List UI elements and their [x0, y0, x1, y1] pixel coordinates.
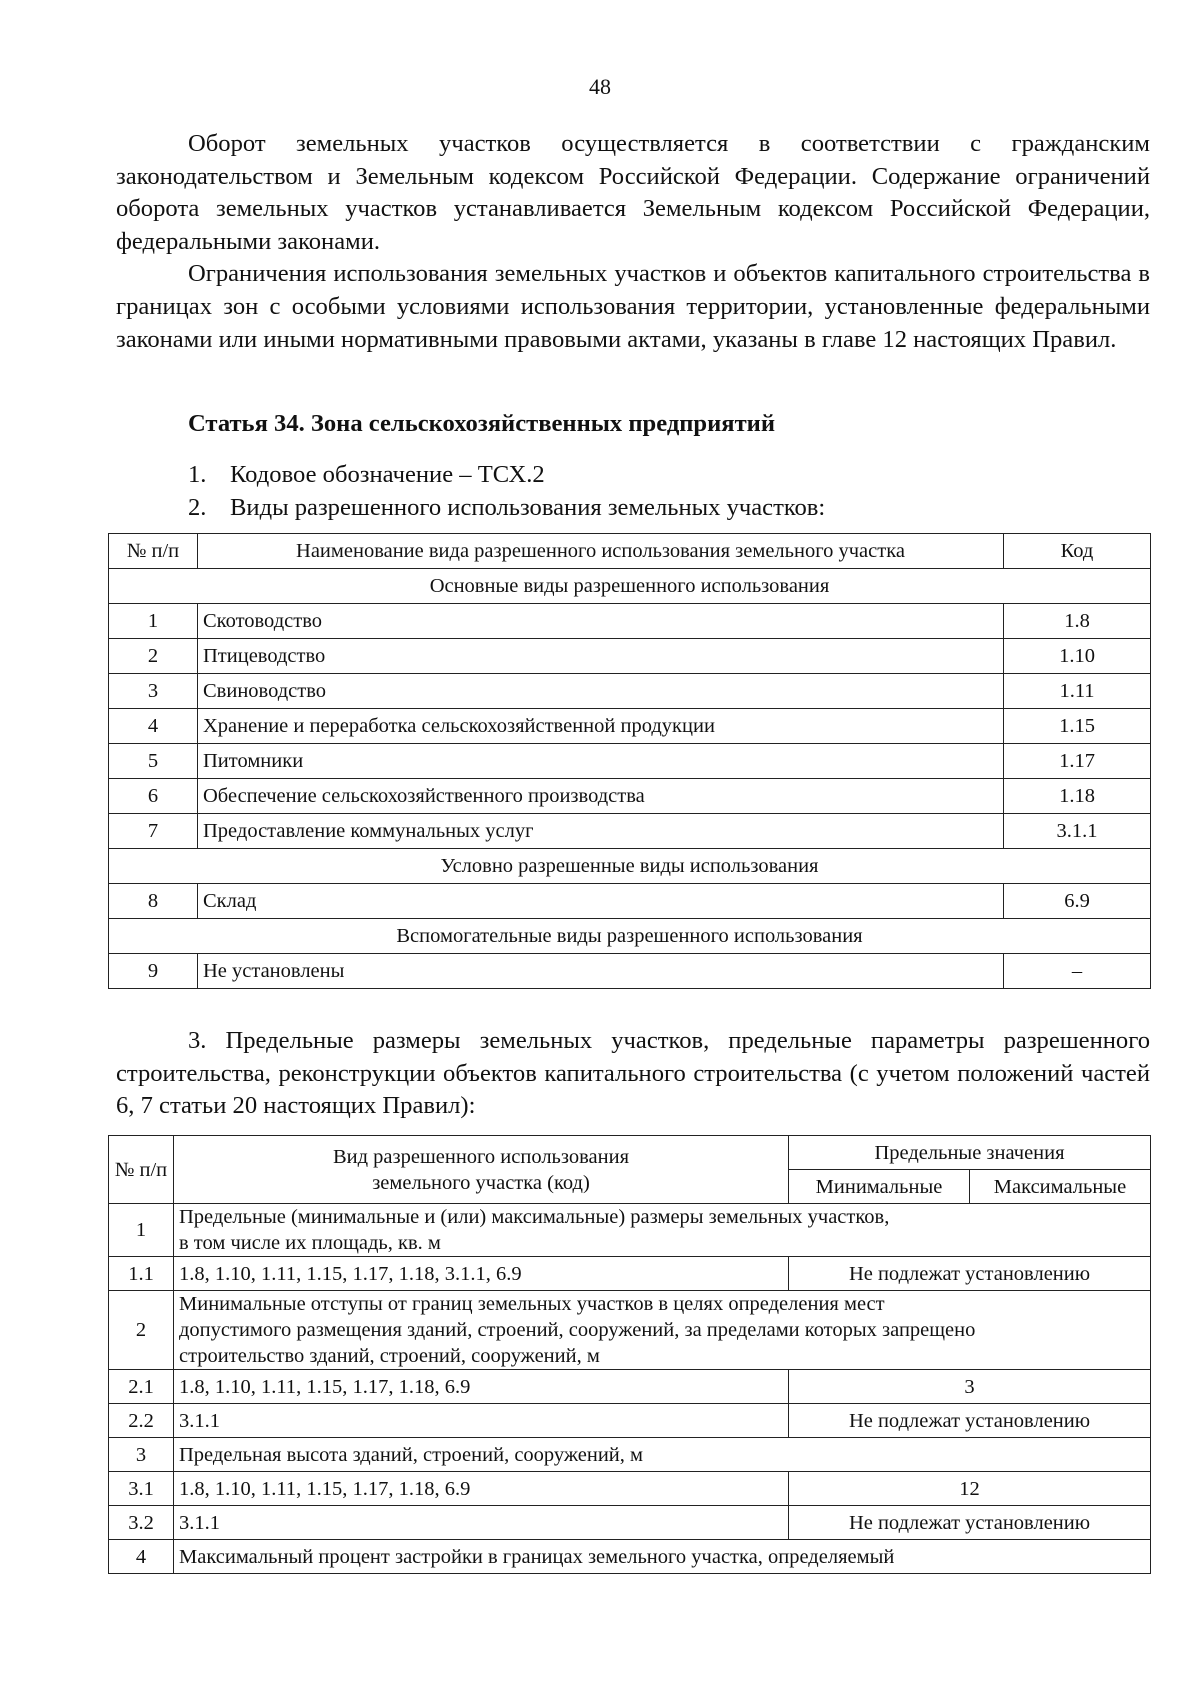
section-row [109, 569, 1151, 604]
header-number: № п/п [109, 534, 198, 569]
table-row [109, 1257, 1151, 1291]
table-row [109, 1540, 1151, 1574]
table-row [109, 1204, 1151, 1257]
row-number: 3.2 [109, 1506, 174, 1540]
row-codes: 3.1.1 [174, 1506, 789, 1540]
limits-intro-text [116, 1025, 1150, 1123]
table-row [109, 674, 1151, 709]
row-number: 1.1 [109, 1257, 174, 1291]
row-name: Свиноводство [198, 674, 1004, 709]
table-row [109, 779, 1151, 814]
table-row [109, 884, 1151, 919]
header-limits: Предельные значения [789, 1136, 1151, 1170]
table-row [109, 709, 1151, 744]
table-header-row [109, 534, 1151, 569]
row-code: 1.17 [1004, 744, 1151, 779]
row-code: 1.15 [1004, 709, 1151, 744]
row-code: 1.10 [1004, 639, 1151, 674]
row-description-line: Минимальные отступы от границ земельных участков в целях определения мест [179, 1293, 885, 1315]
article-title: Статья 34. Зона сельскохозяйственных предприятий [188, 410, 776, 437]
row-value: 12 [789, 1472, 1151, 1506]
row-code: 1.8 [1004, 604, 1151, 639]
section-auxiliary-title: Вспомогательные виды разрешенного использования [109, 919, 1151, 954]
section-conditional-title: Условно разрешенные виды использования [109, 849, 1151, 884]
row-number: 2.1 [109, 1370, 174, 1404]
row-description-line: Предельные (минимальные и (или) максимальные) размеры земельных участков, [179, 1206, 890, 1228]
row-name: Птицеводство [198, 639, 1004, 674]
row-description: Максимальный процент застройки в границах земельного участка, определяемый [174, 1540, 1151, 1574]
table-row [109, 1291, 1151, 1370]
table-row [109, 1370, 1151, 1404]
header-max: Максимальные [970, 1170, 1151, 1204]
row-code: 3.1.1 [1004, 814, 1151, 849]
row-number: 9 [109, 954, 198, 989]
row-name: Обеспечение сельскохозяйственного производства [198, 779, 1004, 814]
row-number: 3 [109, 1438, 174, 1472]
row-number: 3 [109, 674, 198, 709]
header-type [174, 1136, 789, 1204]
header-name: Наименование вида разрешенного использования земельного участка [198, 534, 1004, 569]
row-name: Питомники [198, 744, 1004, 779]
row-description [174, 1291, 1151, 1370]
list-item-number: 2. [188, 494, 207, 521]
row-code: 1.11 [1004, 674, 1151, 709]
row-number: 3.1 [109, 1472, 174, 1506]
limits-paragraph: 3. Предельные размеры земельных участков, предельные параметры разрешенного строительства, реконструкции объектов капитального строительства (с учетом положений частей 6, 7 статьи 20 настоящих Правил): [116, 1027, 1150, 1120]
list-item-text: Виды разрешенного использования земельных участков: [230, 494, 826, 521]
row-description-line: в том числе их площадь, кв. м [179, 1232, 441, 1254]
table-row [109, 1506, 1151, 1540]
list-item [188, 491, 825, 524]
section-row [109, 919, 1151, 954]
row-number: 2.2 [109, 1404, 174, 1438]
row-value: Не подлежат установлению [789, 1257, 1151, 1291]
section-main-title: Основные виды разрешенного использования [109, 569, 1151, 604]
row-code: 1.18 [1004, 779, 1151, 814]
row-number: 1 [109, 604, 198, 639]
table-row [109, 814, 1151, 849]
row-number: 7 [109, 814, 198, 849]
table-row [109, 1438, 1151, 1472]
list-item-text: Кодовое обозначение – ТСХ.2 [230, 461, 545, 488]
header-type-line: земельного участка (код) [372, 1171, 590, 1194]
table-row [109, 1404, 1151, 1438]
row-number: 2 [109, 1291, 174, 1370]
limit-parameters-table [108, 1135, 1151, 1574]
intro-paragraph: Оборот земельных участков осуществляется в соответствии с гражданским законодательством и Земельным кодексом Российской Федерации. Содержание ограничений оборота земельных участков устанавливается Земельным кодексом Российской Федерации, федеральными законами. [116, 130, 1150, 255]
list-item-number: 1. [188, 461, 207, 488]
row-name: Склад [198, 884, 1004, 919]
intro-text [116, 128, 1150, 356]
row-codes: 1.8, 1.10, 1.11, 1.15, 1.17, 1.18, 3.1.1, 6.9 [174, 1257, 789, 1291]
row-name: Хранение и переработка сельскохозяйственной продукции [198, 709, 1004, 744]
numbered-list [188, 458, 825, 524]
row-value: Не подлежат установлению [789, 1404, 1151, 1438]
row-code: – [1004, 954, 1151, 989]
table-row [109, 639, 1151, 674]
section-row [109, 849, 1151, 884]
row-description-line: строительство зданий, строений, сооружений, м [179, 1345, 600, 1367]
header-code: Код [1004, 534, 1151, 569]
row-number: 6 [109, 779, 198, 814]
row-description [174, 1204, 1151, 1257]
table-row [109, 604, 1151, 639]
row-name: Не установлены [198, 954, 1004, 989]
land-use-types-table [108, 533, 1151, 989]
row-description: Предельная высота зданий, строений, сооружений, м [174, 1438, 1151, 1472]
row-codes: 1.8, 1.10, 1.11, 1.15, 1.17, 1.18, 6.9 [174, 1472, 789, 1506]
row-number: 4 [109, 709, 198, 744]
row-codes: 1.8, 1.10, 1.11, 1.15, 1.17, 1.18, 6.9 [174, 1370, 789, 1404]
header-type-line: Вид разрешенного использования [332, 1145, 630, 1168]
table-row [109, 954, 1151, 989]
header-min: Минимальные [789, 1170, 970, 1204]
row-number: 5 [109, 744, 198, 779]
table-header-row [109, 1136, 1151, 1170]
row-name: Предоставление коммунальных услуг [198, 814, 1004, 849]
row-name: Скотоводство [198, 604, 1004, 639]
row-number: 2 [109, 639, 198, 674]
table-row [109, 1472, 1151, 1506]
row-number: 8 [109, 884, 198, 919]
table-row [109, 744, 1151, 779]
row-value: Не подлежат установлению [789, 1506, 1151, 1540]
page-number: 48 [589, 74, 611, 99]
row-description-line: допустимого размещения зданий, строений, сооружений, за пределами которых запрещено [179, 1319, 976, 1341]
intro-paragraph: Ограничения использования земельных участков и объектов капитального строительства в границах зон с особыми условиями использования территории, установленные федеральными законами или иными нормативными правовыми актами, указаны в главе 12 настоящих Правил. [116, 260, 1150, 353]
row-value: 3 [789, 1370, 1151, 1404]
row-codes: 3.1.1 [174, 1404, 789, 1438]
header-number: № п/п [109, 1136, 174, 1204]
row-number: 4 [109, 1540, 174, 1574]
row-number: 1 [109, 1204, 174, 1257]
row-code: 6.9 [1004, 884, 1151, 919]
list-item [188, 458, 825, 491]
